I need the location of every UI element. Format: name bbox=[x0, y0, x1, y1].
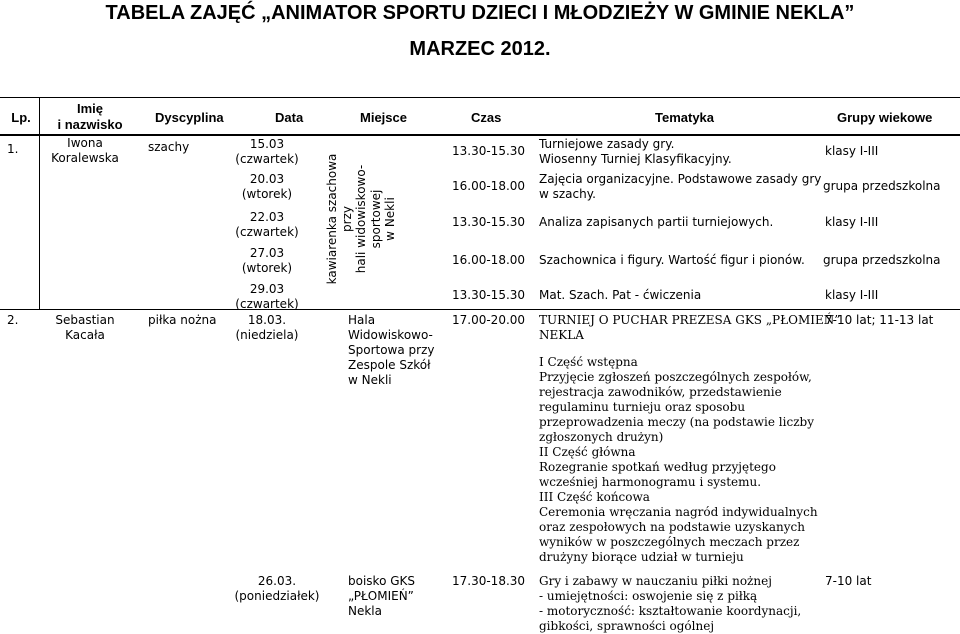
e1s2-time: 16.00-18.00 bbox=[452, 179, 526, 193]
e2s1-date-line1: 18.03. bbox=[247, 313, 287, 327]
entry2-lp: 2. bbox=[7, 313, 19, 327]
e1s3-date-line1: 22.03 bbox=[249, 210, 285, 224]
e1s3-topic: Analiza zapisanych partii turniejowych. bbox=[539, 215, 774, 229]
e2s2-topic: Gry i zabawy w nauczaniu piłki nożnej - umiejętności: oswojenie się z piłką - motoryczność: kształtowanie koordynacji, gibkości, sprawności ogólnej bbox=[539, 574, 802, 633]
e1s4-date-line1: 27.03 bbox=[249, 246, 285, 260]
e1s5-date-line2: (czwartek) bbox=[235, 297, 299, 311]
e1s5-date-line1: 29.03 bbox=[249, 282, 285, 296]
header-topic: Tematyka bbox=[655, 110, 715, 125]
e1s3-age: klasy I-III bbox=[825, 215, 879, 229]
header-date: Data bbox=[275, 110, 304, 125]
header-name-line2: i nazwisko bbox=[57, 117, 123, 132]
e1s2-topic-line2: w szachy. bbox=[539, 187, 596, 201]
header-lp: Lp. bbox=[11, 110, 31, 125]
document-subtitle: MARZEC 2012. bbox=[409, 38, 551, 60]
e1s4-topic: Szachownica i figury. Wartość figur i pionów. bbox=[539, 253, 805, 267]
e1s4-age: grupa przedszkolna bbox=[823, 253, 941, 267]
column-divider bbox=[39, 97, 40, 310]
e1s1-topic-line1: Turniejowe zasady gry. bbox=[539, 137, 675, 151]
header-bottom-border bbox=[0, 134, 960, 136]
e1s4-time: 16.00-18.00 bbox=[452, 253, 526, 267]
header-place: Miejsce bbox=[360, 110, 407, 125]
header-age: Grupy wiekowe bbox=[837, 110, 933, 125]
entry2-name-line1: Sebastian bbox=[55, 313, 115, 327]
e1s1-age: klasy I-III bbox=[825, 144, 879, 158]
e1s2-topic-line1: Zajęcia organizacyjne. Podstawowe zasady gry bbox=[539, 172, 822, 186]
e2s1-place: Hala Widowiskowo- Sportowa przy Zespole Szkół w Nekli bbox=[348, 313, 435, 387]
entry1-lp: 1. bbox=[7, 142, 19, 156]
e2s2-place: boisko GKS „PŁOMIEŃ” Nekla bbox=[348, 574, 416, 618]
e2s1-date-line2: (niedziela) bbox=[235, 328, 299, 342]
document-title: TABELA ZAJĘĆ „ANIMATOR SPORTU DZIECI I MŁODZIEŻY W GMINIE NEKLA” bbox=[105, 2, 855, 24]
header-time: Czas bbox=[471, 110, 502, 125]
e1s4-date-line2: (wtorek) bbox=[241, 261, 293, 275]
entry1-place: kawiarenka szachowa przy hali widowiskowo-sportowej w Nekli bbox=[325, 153, 397, 285]
entry2-discipline: piłka nożna bbox=[148, 313, 217, 327]
e2s2-time: 17.30-18.30 bbox=[452, 574, 526, 588]
entry1-name-line1: Iwona bbox=[67, 136, 103, 150]
header-name-line1: Imię bbox=[76, 101, 103, 116]
e2s2-age: 7-10 lat bbox=[825, 574, 872, 588]
e1s1-date-line1: 15.03 bbox=[249, 137, 285, 151]
entry1-name-line2: Koralewska bbox=[51, 151, 119, 165]
entry-separator bbox=[0, 309, 960, 310]
e1s1-topic-line2: Wiosenny Turniej Klasyfikacyjny. bbox=[539, 152, 732, 166]
e1s1-time: 13.30-15.30 bbox=[452, 144, 526, 158]
e1s5-age: klasy I-III bbox=[825, 288, 879, 302]
entry2-name-line2: Kacała bbox=[65, 328, 105, 342]
e2s1-age: 7-10 lat; 11-13 lat bbox=[825, 313, 934, 327]
e1s5-time: 13.30-15.30 bbox=[452, 288, 526, 302]
e1s5-topic: Mat. Szach. Pat - ćwiczenia bbox=[539, 288, 702, 302]
e1s2-date-line1: 20.03 bbox=[249, 172, 285, 186]
e2s1-time: 17.00-20.00 bbox=[452, 313, 526, 327]
e1s3-time: 13.30-15.30 bbox=[452, 215, 526, 229]
e1s1-date-line2: (czwartek) bbox=[235, 152, 299, 166]
e2s2-date-line2: (poniedziałek) bbox=[234, 589, 320, 603]
e2s1-topic: TURNIEJ O PUCHAR PREZESA GKS „PŁOMIEŃ” NEKLA I Część wstępna Przyjęcie zgłoszeń poszczególnych zespołów, rejestracja zawodników, przedstawienie regulaminu turnieju oraz sposobu przeprowadzenia meczy (na podstawie liczby zgłoszonych drużyn) II Część główna Rozegranie spotkań według przyjętego wcześniej harmonogramu i systemu. III Część końcowa Ceremonia wręczania nagród indywidualnych oraz zespołowych na podstawie uzyskanych wyników w poszczególnych meczach przez drużyny biorące udział w turnieju bbox=[539, 313, 841, 564]
entry1-discipline: szachy bbox=[148, 140, 190, 154]
header-discipline: Dyscyplina bbox=[155, 110, 224, 125]
e2s2-date-line1: 26.03. bbox=[257, 574, 297, 588]
e1s2-age: grupa przedszkolna bbox=[823, 179, 941, 193]
e1s3-date-line2: (czwartek) bbox=[235, 225, 299, 239]
e1s2-date-line2: (wtorek) bbox=[241, 187, 293, 201]
header-top-border bbox=[0, 97, 960, 98]
